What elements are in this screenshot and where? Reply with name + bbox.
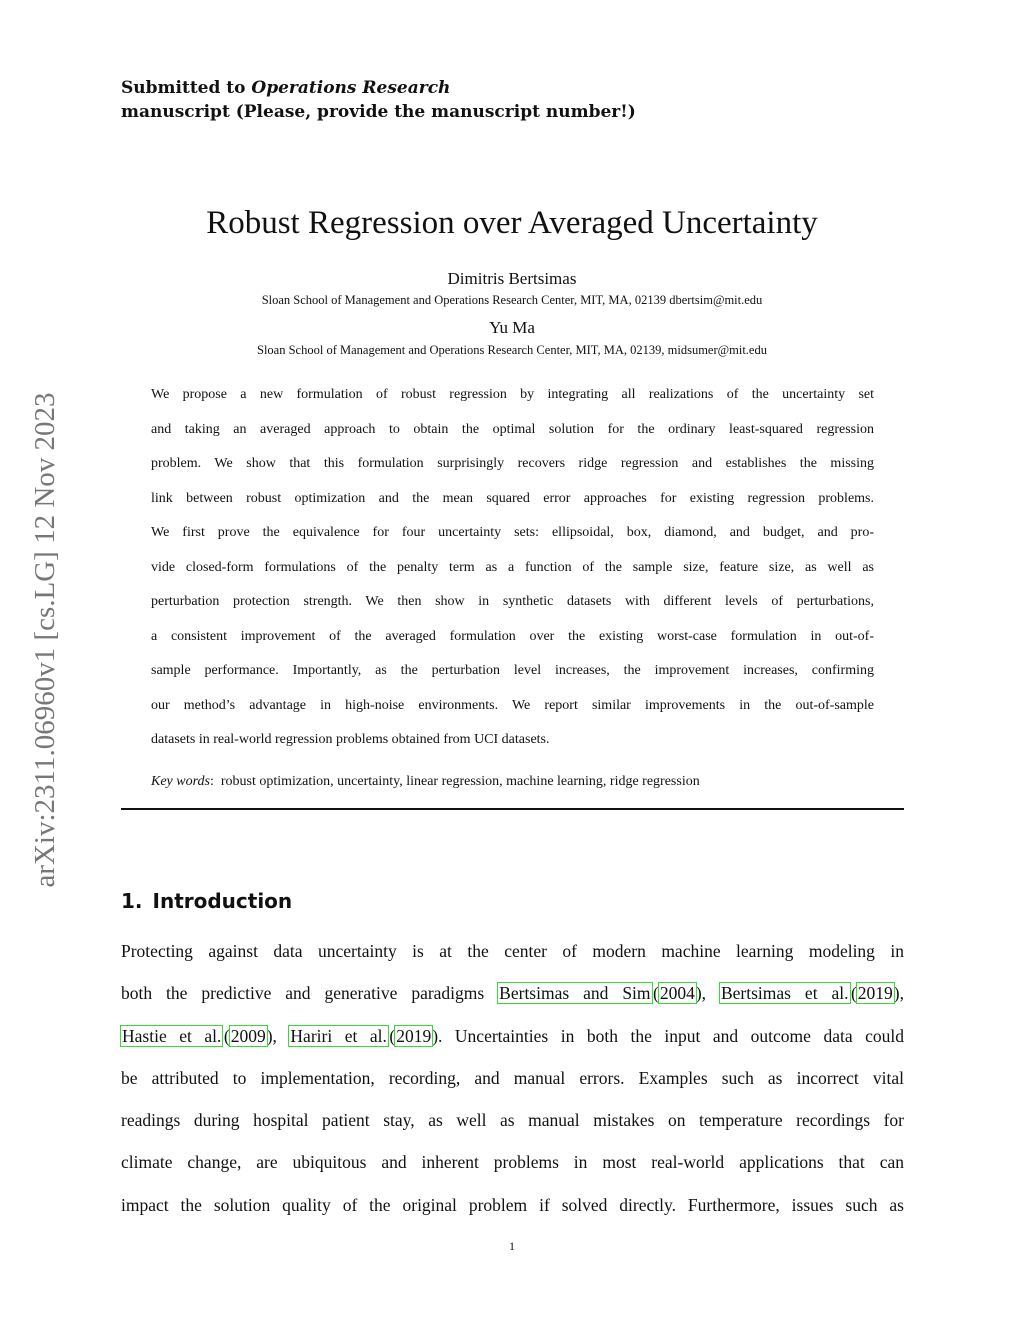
abstract-line: and taking an averaged approach to obtain the optimal solution for the ordinary least-squared regression [151,421,874,437]
section-number: 1. [121,889,143,913]
abstract-line: link between robust optimization and the mean squared error approaches for existing regression problems. [151,490,874,506]
abstract [151,383,874,763]
intro-line: climate change, are ubiquitous and inherent problems in most real-world applications that can [121,1152,904,1173]
citation-year-link[interactable]: 2019 [396,1025,432,1046]
abstract-line: sample performance. Importantly, as the perturbation level increases, the improvement increases, confirming [151,663,874,678]
header-prefix: Submitted to [121,78,246,98]
page-number: 1 [509,1239,515,1253]
intro-text: . Uncertainties in both the input and outcome data could [438,1025,905,1046]
author-affiliation-2: Sloan School of Management and Operations Research Center, MIT, MA, 02139, midsumer@mit.edu [257,343,767,357]
intro-line: both the predictive and generative paradigms Bertsimas and Sim (2004), Bertsimas et al. (2019), [121,983,904,1004]
abstract-line: a consistent improvement of the averaged formulation over the existing worst-case formulation in out-of- [151,628,874,644]
abstract-line: our method’s advantage in high-noise environments. We report similar improvements in the out-of-sample [151,697,874,713]
citation-link[interactable]: Hastie et al. [122,1025,222,1046]
intro-line: Protecting against data uncertainty is at the center of modern machine learning modeling in [121,941,904,961]
author-affiliation-1: Sloan School of Management and Operations Research Center, MIT, MA, 02139 dbertsim@mit.edu [261,293,763,307]
abstract-line: datasets in real-world regression problems obtained from UCI datasets. [151,732,550,747]
citation-year-link[interactable]: 2009 [230,1025,266,1046]
citation-link[interactable]: Bertsimas et al. [720,983,849,1004]
header-line-1 [121,76,636,100]
citation-year-link[interactable]: 2019 [857,983,893,1004]
abstract-line: perturbation protection strength. We then show in synthetic datasets with different levels of perturbations, [151,594,874,609]
journal-name: Operations Research [251,78,451,98]
abstract-divider [121,808,904,810]
arxiv-identifier[interactable]: arXiv:2311.06960v1 [cs.LG] 12 Nov 2023 [29,392,61,888]
keywords-text: robust optimization, uncertainty, linear regression, machine learning, ridge regression [220,774,700,789]
keywords [151,771,700,793]
abstract-line: vide closed-form formulations of the penalty term as a function of the sample size, feature size, as well as [151,559,874,575]
abstract-line: We propose a new formulation of robust regression by integrating all realizations of the uncertainty set [151,387,874,402]
intro-line: Hastie et al. (2009), Hariri et al. (2019). Uncertainties in both the input and outcome data could [122,1025,905,1046]
citation-link[interactable]: Bertsimas and Sim [499,983,651,1004]
intro-line: impact the solution quality of the original problem if solved directly. Furthermore, issues such as [121,1194,904,1215]
section-heading [121,887,292,915]
abstract-line: problem. We show that this formulation surprisingly recovers ridge regression and establishes the missing [151,456,874,471]
author-name-2: Yu Ma [489,318,535,337]
introduction-paragraph [121,937,904,1233]
journal-header [121,76,636,124]
citation-link[interactable]: Hariri et al. [290,1025,387,1046]
author-name-1: Dimitris Bertsimas [447,269,577,288]
intro-line: readings during hospital patient stay, as well as manual mistakes on temperature recordings for [121,1110,904,1131]
paper-title: Robust Regression over Averaged Uncertainty [206,205,818,241]
section-title: Introduction [152,889,293,913]
intro-text: both the predictive and generative paradigms [121,983,485,1004]
keywords-label: Key words [151,774,210,789]
keywords-separator: : [209,774,214,789]
citation-year-link[interactable]: 2004 [659,983,695,1004]
abstract-line: We first prove the equivalence for four uncertainty sets: ellipsoidal, box, diamond, and budget, and pro- [151,525,874,540]
intro-line: be attributed to implementation, recording, and manual errors. Examples such as incorrect vital [121,1067,904,1088]
header-line-2: manuscript (Please, provide the manuscript number!) [121,102,636,122]
